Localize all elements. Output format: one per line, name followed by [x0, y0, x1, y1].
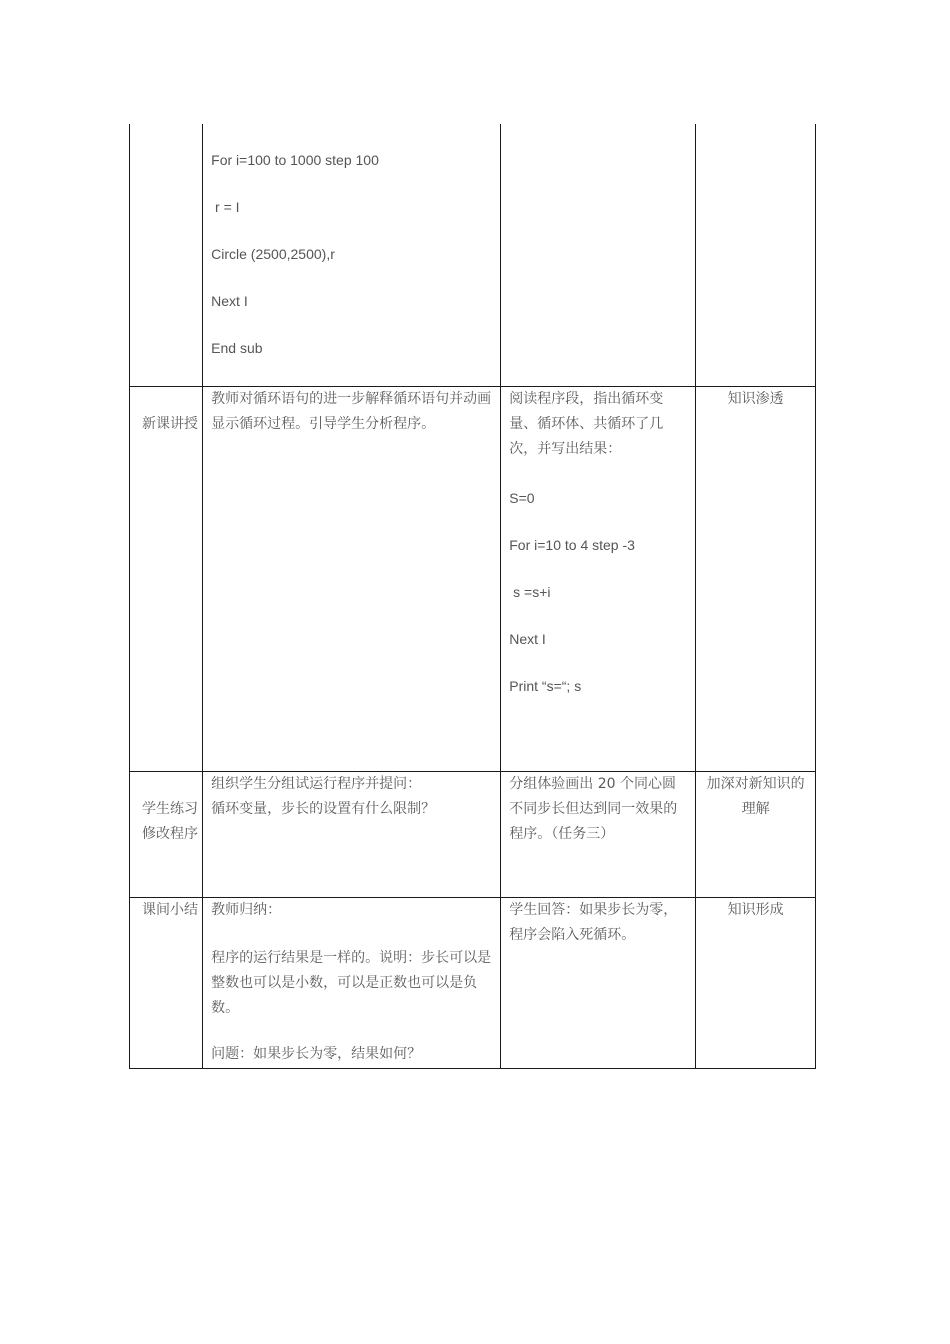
student-activity-cell	[501, 124, 696, 387]
teacher-activity-text: 教师归纳：	[211, 902, 282, 918]
student-activity-text: 分组体验画出 20 个同心圆不同步长但达到同一效果的程序。（任务三）	[509, 776, 678, 842]
teacher-activity-text: 问题：如果步长为零，结果如何？	[211, 1046, 422, 1062]
student-activity-cell	[501, 772, 696, 898]
stage-cell	[130, 772, 203, 898]
code-line: Next I	[211, 293, 248, 309]
teacher-activity-cell	[203, 772, 501, 898]
stage-label: 学生练习	[142, 801, 198, 817]
table-row	[130, 387, 816, 772]
design-intent-text: 知识形成	[727, 902, 784, 918]
stage-cell	[130, 387, 203, 772]
design-intent-cell	[696, 387, 816, 772]
student-activity-cell	[501, 898, 696, 1069]
code-block-cell	[203, 124, 501, 387]
code-line: For i=10 to 4 step -3	[509, 537, 635, 553]
table-row	[130, 772, 816, 898]
stage-cell	[130, 898, 203, 1069]
student-activity-cell	[501, 387, 696, 772]
teacher-activity-text: 教师对循环语句的进一步解释循环语句并动画显示循环过程。引导学生分析程序。	[211, 391, 492, 432]
code-line: For i=100 to 1000 step 100	[211, 152, 379, 168]
design-intent-cell	[696, 772, 816, 898]
design-intent-text: 知识渗透	[727, 391, 784, 407]
design-intent-cell	[696, 124, 816, 387]
table-row	[130, 898, 816, 1069]
lesson-plan-table	[129, 124, 816, 1069]
design-intent-text: 加深对新知识的理解	[706, 776, 805, 817]
teacher-activity-cell	[203, 387, 501, 772]
stage-label: 课间小结	[142, 902, 198, 918]
student-activity-text: 阅读程序段，指出循环变量、循环体、共循环了几次，并写出结果：	[509, 391, 664, 457]
code-line: S=0	[509, 490, 535, 506]
teacher-activity-cell	[203, 898, 501, 1069]
teacher-activity-text: 组织学生分组试运行程序并提问：	[211, 776, 422, 792]
teacher-activity-text: 循环变量，步长的设置有什么限制？	[211, 801, 436, 817]
code-line: Print “s=“; s	[509, 678, 582, 694]
code-line: s =s+i	[509, 584, 551, 600]
code-line: End sub	[211, 340, 263, 356]
stage-label: 新课讲授	[142, 416, 198, 432]
stage-cell	[130, 124, 203, 387]
stage-label: 修改程序	[142, 826, 198, 842]
design-intent-cell	[696, 898, 816, 1069]
code-line: r = I	[211, 199, 240, 215]
code-line: Circle (2500,2500),r	[211, 246, 335, 262]
code-line: Next I	[509, 631, 546, 647]
student-activity-text: 学生回答：如果步长为零，程序会陷入死循环。	[509, 902, 678, 943]
table-row	[130, 124, 816, 387]
teacher-activity-text: 程序的运行结果是一样的。说明：步长可以是整数也可以是小数，可以是正数也可以是负数。	[211, 950, 492, 1016]
